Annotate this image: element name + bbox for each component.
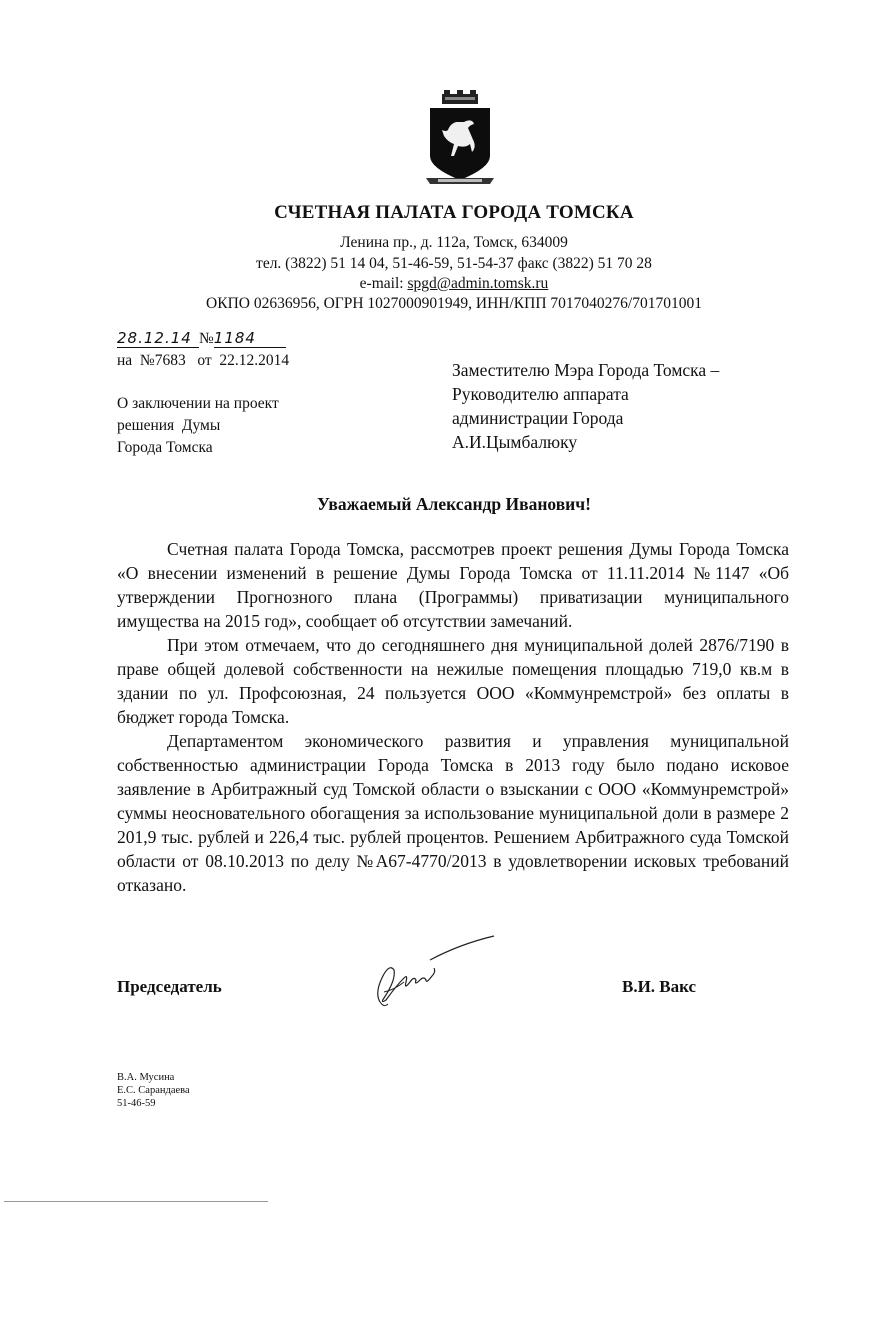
organization-email-line — [0, 275, 874, 293]
email-link[interactable]: spgd@admin.tomsk.ru — [407, 275, 549, 292]
organization-phones: тел. (3822) 51 14 04, 51-46-59, 51-54-37 факс (3822) 51 70 28 — [256, 255, 652, 272]
signatory-name: В.И. Вакс — [622, 977, 697, 996]
executor-line: Е.С. Сарандаева — [117, 1085, 190, 1096]
addressee-line: администрации Города — [452, 408, 624, 428]
email-label: e-mail: — [359, 275, 408, 292]
body-paragraph: При этом отмечаем, что до сегодняшнего дня муниципальной долей 2876/7190 в праве общей долевой собственности на нежилые помещения площадью 719,0 кв.м в здании по ул. Профсоюзная, 24 пользуется ООО «Коммунремстрой» без оплаты в бюджет города Томска. — [117, 635, 789, 727]
body-paragraph: Счетная палата Города Томска, рассмотрев проект решения Думы Города Томска «О внесении изменений в решение Думы Города Томска от 11.11.2014 №1147 «Об утверждении Прогнозного плана (Программы) приватизации муниципального имущества на 2015 год», сообщает об отсутствии замечаний. — [117, 539, 789, 631]
addressee-block — [452, 358, 792, 454]
subject-line: Города Томска — [117, 439, 213, 456]
coat-of-arms-icon — [424, 90, 496, 190]
number-label: № — [199, 330, 214, 347]
outgoing-number: 1184 — [214, 329, 286, 348]
outgoing-date: 28.12.14 — [117, 329, 199, 348]
subject-line: решения Думы — [117, 417, 221, 434]
letter-body — [117, 537, 789, 897]
handwritten-signature-icon — [370, 932, 505, 1012]
greeting: Уважаемый Александр Иванович! — [317, 494, 591, 514]
executor-phone: 51-46-59 — [117, 1098, 156, 1109]
signatory-role: Председатель — [117, 977, 222, 996]
subject-line: О заключении на проект — [117, 395, 279, 412]
organization-title: СЧЕТНАЯ ПАЛАТА ГОРОДА ТОМСКА — [274, 202, 634, 223]
executor-line: В.А. Мусина — [117, 1072, 175, 1083]
letter-subject — [117, 393, 357, 459]
body-paragraph: Департаментом экономического развития и управления муниципальной собственностью администрации Города Томска в 2013 году было подано исковое заявление в Арбитражный суд Томской области о взыскании с ООО «Коммунремстрой» суммы неосновательного обогащения за использование муниципальной доли в размере 2 201,9 тыс. рублей и 226,4 тыс. рублей процентов. Решением Арбитражного суда Томской области от 08.10.2013 по делу №А67-4770/2013 в удовлетворении исковых требований отказано. — [117, 731, 789, 895]
organization-address: Ленина пр., д. 112а, Томск, 634009 — [340, 234, 568, 251]
outgoing-registration — [117, 329, 286, 348]
addressee-line: Руководителю аппарата — [452, 384, 629, 404]
executors-block — [117, 1071, 190, 1110]
organization-registry: ОКПО 02636956, ОГРН 1027000901949, ИНН/КПП 7017040276/701701001 — [206, 295, 702, 312]
addressee-line: Заместителю Мэра Города Томска – — [452, 360, 720, 380]
reference-line: на №7683 от 22.12.2014 — [117, 352, 290, 369]
footer-divider — [4, 1201, 268, 1202]
addressee-line: А.И.Цымбалюку — [452, 432, 578, 452]
